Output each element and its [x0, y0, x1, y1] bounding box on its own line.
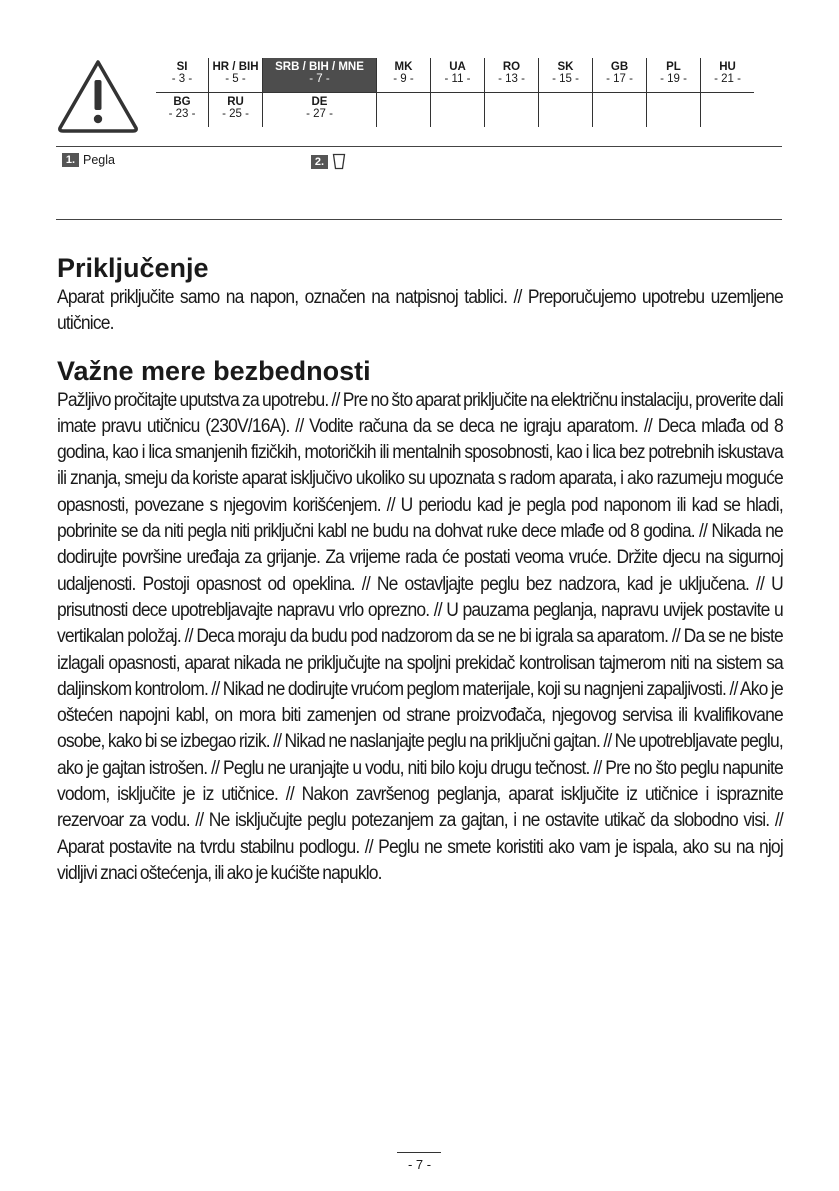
language-cell-de[interactable]: DE - 27 -	[263, 93, 377, 128]
divider-top	[56, 146, 782, 147]
language-row	[156, 93, 754, 128]
language-cell-gb[interactable]: GB - 17 -	[593, 58, 647, 93]
language-cell-sk[interactable]: SK - 15 -	[539, 58, 593, 93]
language-cell-ro[interactable]: RO - 13 -	[485, 58, 539, 93]
language-index-table	[156, 58, 754, 127]
language-cell-ru[interactable]: RU - 25 -	[209, 93, 263, 128]
language-cell-ua[interactable]: UA - 11 -	[431, 58, 485, 93]
language-cell-si[interactable]: SI - 3 -	[156, 58, 209, 93]
legend-label: Pegla	[83, 153, 115, 167]
section-title-connection: Priključenje	[57, 253, 209, 283]
language-cell-empty	[647, 93, 701, 128]
main-content	[57, 251, 783, 887]
language-cell-empty	[701, 93, 755, 128]
footer-divider	[397, 1152, 441, 1153]
language-cell-empty	[377, 93, 431, 128]
language-cell-empty	[485, 93, 539, 128]
section-text-safety: Pažljivo pročitajte uputstva za upotrebu. // Pre no što aparat priključite na električnu instalaciju, proverite dali imate pravu utičnicu (230V/16A). // Vodite računa da se deca ne igraju aparatom. // Deca mlađa od 8 godina, kao i lica smanjenih fizičkih, motoričkih ili mentalnih sposobnosti, kao i lica bez potrebnih iskustava ili znanja, smeju da koriste aparat isključivo ukoliko su upoznata s radom aparata, i ako razumeju moguće opasnosti, povezane s njegovim korišćenjem. // U periodu kad je pegla pod naponom ili kad se hladi, pobrinite se da niti pegla niti priključni kabl ne budu na dohvat ruke dece mlađe od 8 godina. // Nikada ne dodirujte površine uređaja za grijanje. Za vrijeme rada će postati veoma vruće. Držite djecu na sigurnoj udaljenosti. Postoji opasnost od opeklina. // Ne ostavljajte peglu bez nadzora, kad je uključena. // U prisutnosti dece upotrebljavajte napravu vrlo oprezno. // U pauzama peglanja, napravu uvijek postavite u vertikalan položaj. // Deca moraju da budu pod nadzorom da se ne bi igrala sa aparatom. // Da se ne biste izlagali opasnosti, aparat nikada ne priključujte na spoljni prekidač kontrolisan tajmerom niti na sistem sa daljinskom kontrolom. // Nikad ne dodirujte vrućom peglom materijale, koji su nagnjeni zapaljivosti. // Ako je oštećen napojni kabl, on mora biti zamenjen od strane proizvođača, njegovog servisa ili kvalifikovane osobe, kako bi se izbegao rizik. // Nikad ne naslanjajte peglu na priključni gajtan. // Ne upotrebljavate peglu, ako je gajtan istrošen. // Peglu ne uranjajte u vodu, niti bilo koju drugu tečnost. // Pre no što peglu napunite vodom, isključite je iz utičnice. // Nakon završenog peglanja, aparat isključite iz utičnice i ispraznite rezervoar za vodu. // Ne isključujte peglu potezanjem za gajtan, i ne ostavite utikač da slobodno visi. // Aparat postavite na tvrdu stabilnu podlogu. // Peglu ne smete koristiti ako vam je ispala, ako su na njoj vidljivi znaci oštećenja, ili ako je kućište napuklo.	[57, 389, 783, 884]
language-cell-bg[interactable]: BG - 23 -	[168, 96, 196, 120]
language-cell-empty	[593, 93, 647, 128]
language-cell-hr-bih[interactable]: HR / BIH - 5 -	[209, 58, 263, 93]
language-cell-srb-bih-mne[interactable]: SRB / BIH / MNE - 7 -	[263, 58, 377, 93]
page-number: - 7 -	[407, 1157, 432, 1172]
water-cup-icon	[332, 153, 346, 170]
legend-item-2	[311, 153, 346, 170]
section-title-safety: Važne mere bezbednosti	[57, 355, 371, 386]
divider-middle	[56, 219, 782, 220]
language-cell-empty	[431, 93, 485, 128]
language-cell-pl[interactable]: PL - 19 -	[647, 58, 701, 93]
language-cell-mk[interactable]: MK - 9 -	[377, 58, 431, 93]
language-cell-empty	[539, 93, 593, 128]
language-cell-hu[interactable]: HU - 21 -	[701, 58, 755, 93]
language-row	[156, 58, 754, 93]
legend-number: 2.	[311, 155, 328, 169]
legend-number: 1.	[62, 153, 79, 167]
legend-item-1	[62, 153, 115, 167]
warning-icon	[56, 58, 140, 134]
section-text-connection: Aparat priključite samo na napon, označen na natpisnoj tablici. // Preporučujemo upotrebu uzemljene utičnice.	[57, 287, 783, 335]
